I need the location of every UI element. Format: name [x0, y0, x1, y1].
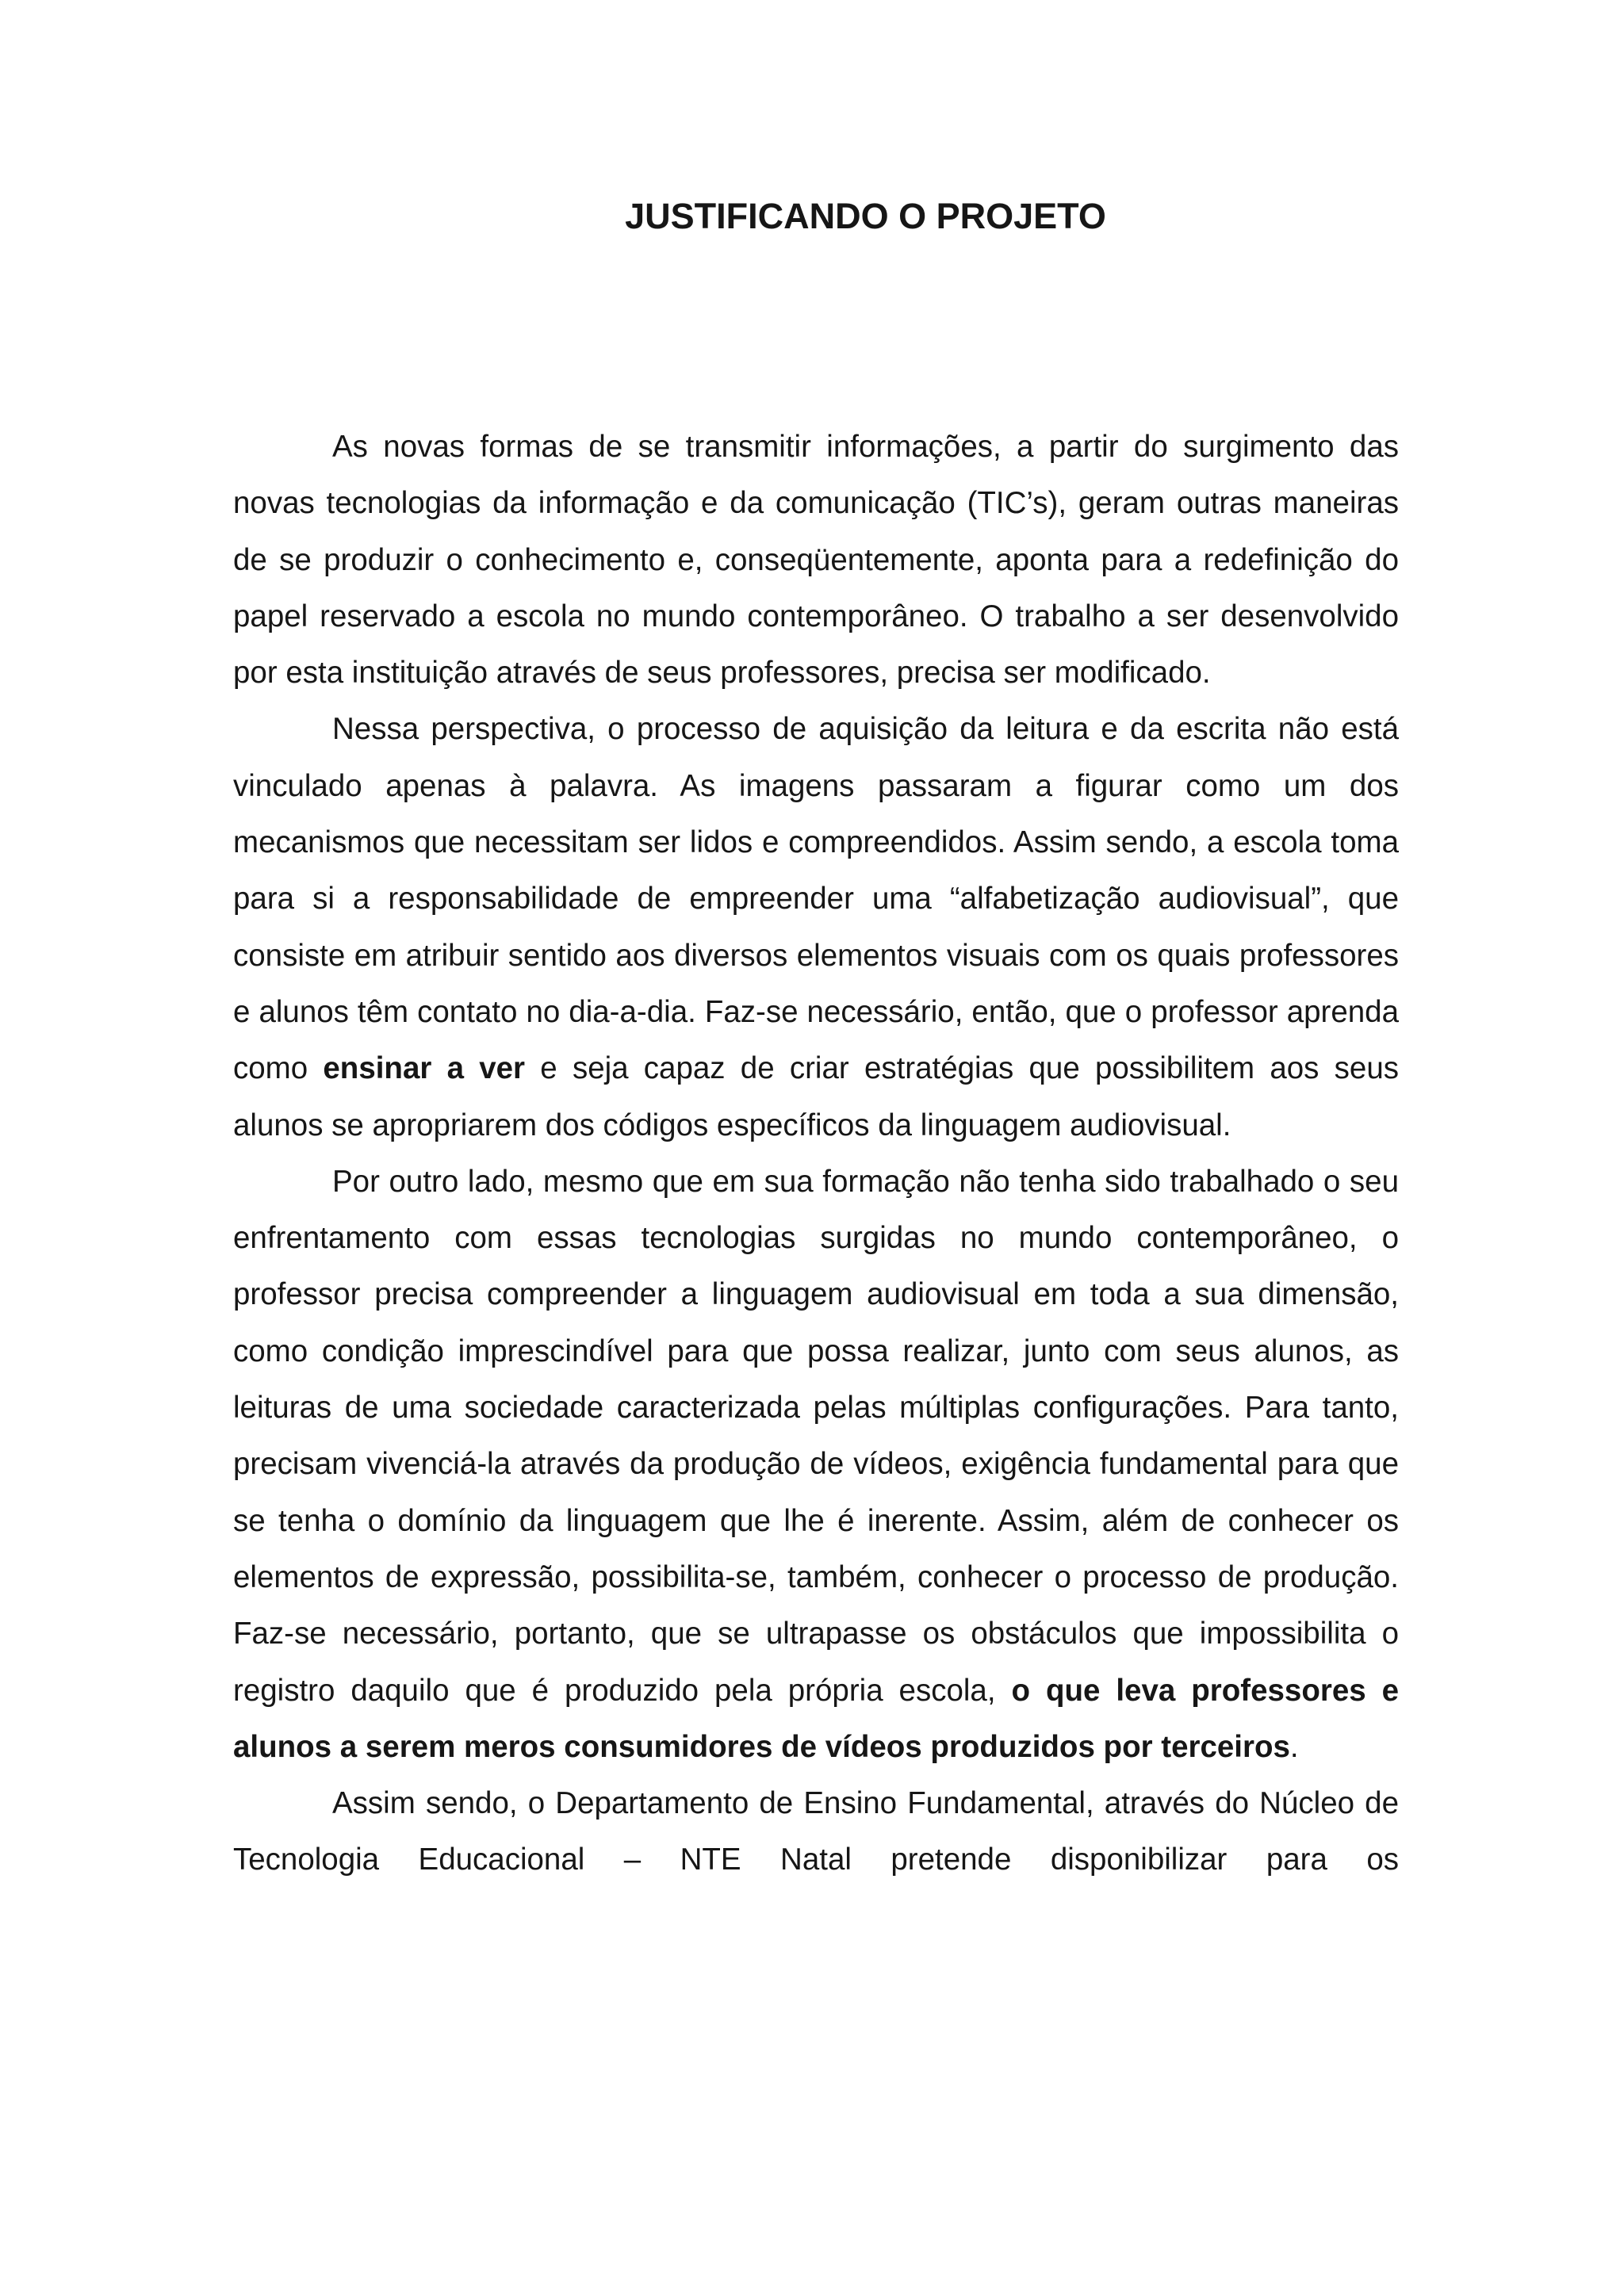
paragraph-text: Assim sendo, o Departamento de Ensino Fundamental, através do Núcleo de Tecnologia Educacional – NTE Natal pretende disponibilizar para os — [233, 1786, 1399, 1877]
paragraph-text: e seja capaz de criar estratégias que possibilitem aos seus alunos se apropriarem dos códigos específicos da linguagem audiovisual. — [233, 1051, 1400, 1142]
paragraph-text: Nessa perspectiva, o processo de aquisição da leitura e da escrita não está vinculado apenas à palavra. As imagens passaram a figurar como um dos mecanismos que necessitam ser lidos e compreendidos. Assim sendo, a escola toma para si a responsabilidade de empreender uma “alfabetização audiovisual”, que consiste em atribuir sentido aos diversos elementos visuais com os quais professores e alunos têm contato no dia-a-dia. Faz-se necessário, então, que o professor aprenda como — [233, 712, 1399, 1086]
bold-emphasis: ensinar a ver — [323, 1051, 526, 1086]
paragraph-2 — [233, 701, 1399, 1153]
paragraph-1 — [233, 419, 1399, 701]
document-body — [233, 419, 1399, 1888]
page-title: JUSTIFICANDO O PROJETO — [625, 196, 1106, 236]
paragraph-text: . — [1289, 1729, 1299, 1764]
paragraph-4 — [233, 1775, 1399, 1888]
paragraph-text: Por outro lado, mesmo que em sua formação não tenha sido trabalhado o seu enfrentamento com essas tecnologias surgidas no mundo contemporâneo, o professor precisa compreender a linguagem audiovisual em toda a sua dimensão, como condição imprescindível para que possa realizar, junto com seus alunos, as leituras de uma sociedade caracterizada pelas múltiplas configurações. Para tanto, precisam vivenciá-la através da produção de vídeos, exigência fundamental para que se tenha o domínio da linguagem que lhe é inerente. Assim, além de conhecer os elementos de expressão, possibilita-se, também, conhecer o processo de produção. Faz-se necessário, portanto, que se ultrapasse os obstáculos que impossibilita o registro daquilo que é produzido pela própria escola, — [233, 1164, 1399, 1708]
paragraph-text: As novas formas de se transmitir informações, a partir do surgimento das novas tecnologias da informação e da comunicação (TIC’s), geram outras maneiras de se produzir o conhecimento e, conseqüentemente, aponta para a redefinição do papel reservado a escola no mundo contemporâneo. O trabalho a ser desenvolvido por esta instituição através de seus professores, precisa ser modificado. — [233, 430, 1399, 691]
bold-emphasis: o que leva professores e alunos a serem meros consumidores de vídeos produzidos por terceiros — [233, 1673, 1399, 1764]
paragraph-3 — [233, 1154, 1399, 1775]
